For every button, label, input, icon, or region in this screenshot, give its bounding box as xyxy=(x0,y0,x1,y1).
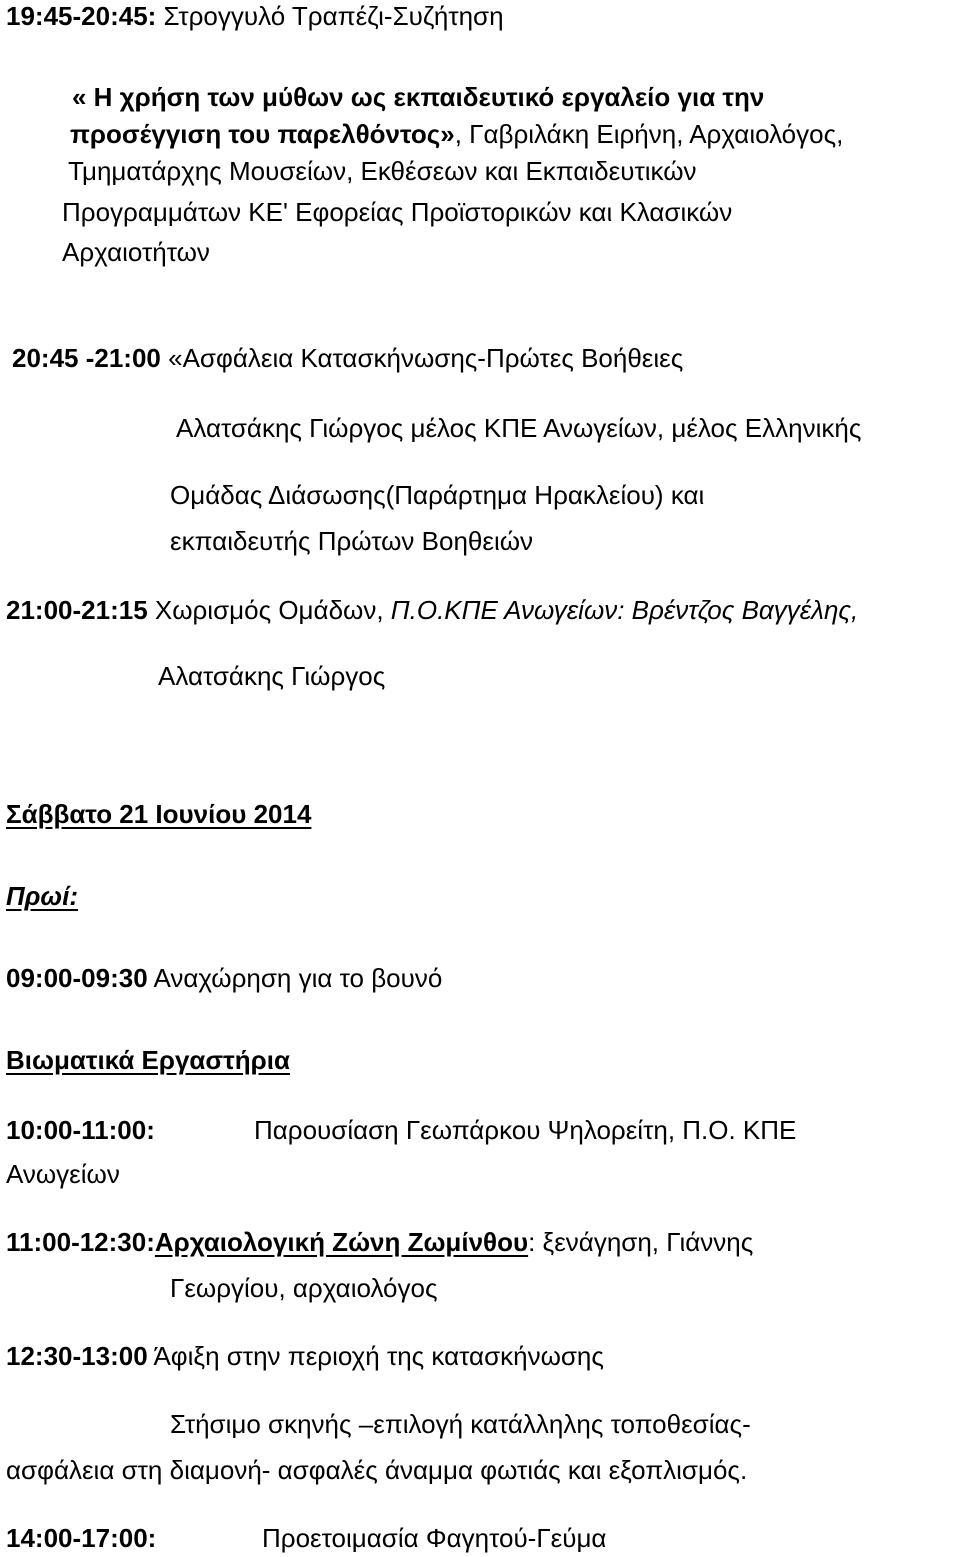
speaker-line-4: Αρχαιοτήτων xyxy=(62,237,210,267)
groups-organizers: Π.Ο.ΚΠΕ Ανωγείων: Βρέντζος Βαγγέλης, xyxy=(390,595,859,625)
talk-title-line-2 xyxy=(70,121,843,147)
talk-title-end: προσέγγιση του παρελθόντος» xyxy=(70,119,455,149)
departure-text: Αναχώρηση για το βουνό xyxy=(147,963,443,993)
roundtable-time: 19:45-20:45: xyxy=(6,1,157,31)
camping-safety-speaker-2: Ομάδας Διάσωσης(Παράρτημα Ηρακλείου) και xyxy=(170,480,705,510)
camping-safety-speaker-3: εκπαιδευτής Πρώτων Βοηθειών xyxy=(170,526,534,556)
camping-safety-speaker-1: Αλατσάκης Γιώργος μέλος ΚΠΕ Ανωγείων, μέλος Ελληνικής xyxy=(176,413,862,443)
talk-title-line-1: « Η χρήση των μύθων ως εκπαιδευτικό εργαλείο για την xyxy=(72,82,765,112)
geopark-text-2: Ανωγείων xyxy=(6,1159,120,1189)
zominthos-line xyxy=(6,1229,753,1255)
zominthos-text: : ξενάγηση, Γιάννης xyxy=(528,1227,754,1257)
speaker-line-3: Προγραμμάτων ΚΕ' Εφορείας Προϊστορικών και Κλασικών xyxy=(62,197,733,227)
speaker-line-1: , Γαβριλάκη Ειρήνη, Αρχαιολόγος, xyxy=(454,119,844,149)
cooking-text: Προετοιμασία Φαγητού-Γεύμα xyxy=(262,1523,607,1553)
morning-heading: Πρωί: xyxy=(6,881,78,911)
arrival-time: 12:30-13:00 xyxy=(6,1341,148,1371)
roundtable-line xyxy=(6,3,504,29)
departure-time: 09:00-09:30 xyxy=(6,963,148,993)
arrival-text-2: Στήσιμο σκηνής –επιλογή κατάλληλης τοποθεσίας- xyxy=(170,1409,751,1439)
arrival-line xyxy=(6,1343,604,1369)
groups-time: 21:00-21:15 xyxy=(6,595,148,625)
roundtable-title: Στρογγυλό Τραπέζι-Συζήτηση xyxy=(156,1,504,31)
camping-safety-title: «Ασφάλεια Κατασκήνωσης-Πρώτες Βοήθειες xyxy=(160,343,684,373)
camping-safety-time: 20:45 -21:00 xyxy=(12,343,161,373)
speaker-line-2: Τμηματάρχης Μουσείων, Εκθέσεων και Εκπαιδευτικών xyxy=(68,156,697,186)
groups-line xyxy=(6,597,858,623)
workshops-heading: Βιωματικά Εργαστήρια xyxy=(6,1045,290,1075)
groups-title: Χωρισμός Ομάδων, xyxy=(147,595,391,625)
geopark-text: Παρουσίαση Γεωπάρκου Ψηλορείτη, Π.Ο. ΚΠΕ xyxy=(254,1115,797,1145)
zominthos-text-2: Γεωργίου, αρχαιολόγος xyxy=(170,1273,438,1303)
geopark-time: 10:00-11:00: xyxy=(6,1115,155,1145)
cooking-time: 14:00-17:00: xyxy=(6,1523,157,1553)
arrival-text-3: ασφάλεια στη διαμονή- ασφαλές άναμμα φωτιάς και εξοπλισμός. xyxy=(6,1455,748,1485)
zominthos-site: Αρχαιολογική Ζώνη Ζωμίνθου xyxy=(154,1227,529,1257)
groups-organizers-2: Αλατσάκης Γιώργος xyxy=(158,661,386,691)
departure-line xyxy=(6,965,442,991)
zominthos-time: 11:00-12:30: xyxy=(6,1227,155,1257)
arrival-text: Άφιξη στην περιοχή της κατασκήνωσης xyxy=(147,1341,604,1371)
camping-safety-line xyxy=(12,345,683,371)
saturday-date-heading: Σάββατο 21 Ιουνίου 2014 xyxy=(6,799,312,829)
